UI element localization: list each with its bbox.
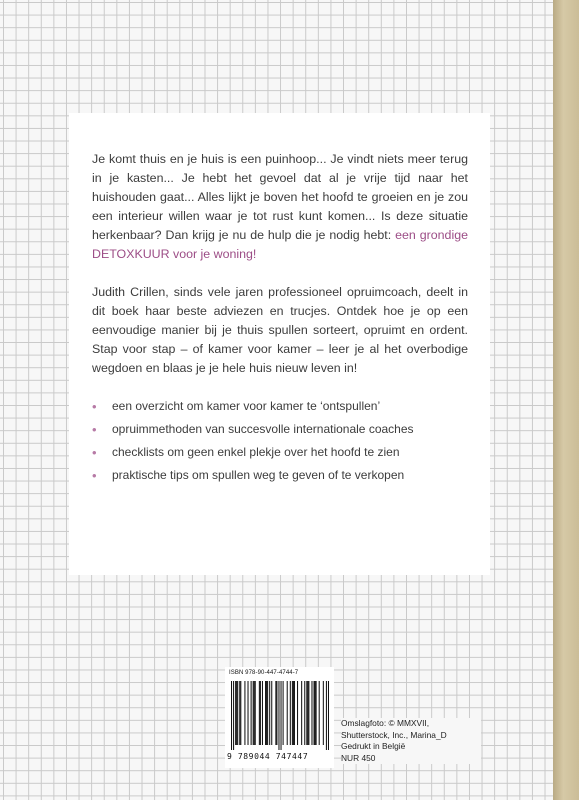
credit-line: Gedrukt in België — [341, 741, 406, 752]
barcode-bar — [262, 681, 263, 745]
barcode-bar — [269, 681, 270, 745]
author-paragraph: Judith Crillen, sinds vele jaren professioneel opruimcoach, deelt in dit boek haar beste adviezen en trucjes. Ontdek hoe je op een eenvoudige manier bij je thuis spullen sorteert, opruimt en ordent. Stap voor stap – of kamer voor kamer – leer je al het overbodige wegdoen en blaas je je hele huis nieuw leven in! — [92, 285, 468, 375]
bullet-icon: • — [92, 422, 97, 437]
list-item-text: een overzicht om kamer voor kamer te ‘ontspullen’ — [112, 399, 381, 413]
barcode-bar — [259, 681, 260, 745]
barcode-bar — [283, 681, 284, 745]
isbn-label: ISBN 978-90-447-4744-7 — [229, 670, 299, 676]
credit-line: Shutterstock, Inc., Marina_D — [341, 729, 447, 740]
barcode-bar — [255, 681, 256, 745]
barcode-bar — [319, 681, 320, 745]
bullet-icon: • — [92, 445, 97, 460]
barcode — [225, 667, 334, 768]
list-item — [92, 466, 468, 485]
barcode-bar — [287, 681, 288, 745]
barcode-bar — [253, 681, 254, 745]
barcode-bar — [235, 681, 236, 745]
barcode-bar — [240, 681, 241, 745]
intro-paragraph — [92, 150, 468, 264]
blurb-panel — [69, 113, 490, 575]
barcode-bar — [326, 681, 327, 750]
list-item-text: opruimmethoden van succesvolle internationale coaches — [112, 422, 414, 436]
credit-line: Omslagfoto: © MMXVII, — [341, 718, 430, 728]
bullet-icon: • — [92, 468, 97, 483]
barcode-bar — [275, 681, 276, 745]
list-item — [92, 443, 468, 462]
barcode-bar — [237, 681, 238, 745]
barcode-bar — [267, 681, 268, 745]
barcode-bar — [281, 681, 282, 750]
barcode-bar — [315, 681, 316, 745]
barcode-bar — [306, 681, 307, 745]
ean-digits: 9 789044 747447 — [227, 752, 309, 761]
spine-edge — [553, 0, 579, 800]
barcode-bar — [266, 681, 267, 745]
barcode-bar — [236, 681, 237, 745]
barcode-bar — [297, 681, 298, 745]
barcode-bar — [292, 681, 293, 745]
list-item — [92, 397, 468, 416]
barcode-bar — [276, 681, 277, 745]
barcode-bar — [233, 681, 234, 750]
credits-block — [341, 718, 481, 764]
feature-list — [92, 397, 468, 485]
barcode-bar — [278, 681, 279, 750]
barcode-bar — [316, 681, 317, 745]
list-item-text: checklists om geen enkel plekje over het hoofd te zien — [112, 445, 400, 459]
barcode-bar — [308, 681, 309, 745]
barcode-bar — [304, 681, 305, 745]
barcode-bars-icon — [231, 681, 329, 750]
barcode-bar — [301, 681, 302, 745]
detox-highlight: een grondige DETOXKUUR voor je woning! — [92, 228, 468, 261]
list-item — [92, 420, 468, 439]
barcode-bar — [271, 681, 272, 745]
barcode-bar — [231, 681, 232, 750]
barcode-bar — [260, 681, 261, 745]
bullet-icon: • — [92, 399, 97, 414]
barcode-bar — [290, 681, 291, 745]
intro-text: Je komt thuis en je huis is een puinhoop... Je vindt niets meer terug in je kasten... Je hebt het gevoel dat al je vrije tijd naar het huishouden gaat... Alles lijkt je boven het hoofd te groeien en je zou een interieur willen waar je tot rust kunt komen... Is deze situatie herkenbaar? Dan krijg je nu de hulp die je nodig hebt: — [92, 152, 468, 242]
barcode-bar — [239, 681, 240, 745]
list-item-text: praktische tips om spullen weg te geven of te verkopen — [112, 468, 405, 482]
barcode-bar — [314, 681, 315, 745]
barcode-bar — [248, 681, 249, 745]
barcode-bar — [307, 681, 308, 745]
credit-line: NUR 450 — [341, 752, 376, 763]
barcode-bar — [265, 681, 266, 745]
barcode-bar — [251, 681, 252, 745]
barcode-bar — [323, 681, 324, 745]
barcode-bar — [311, 681, 312, 745]
barcode-bar — [293, 681, 294, 745]
barcode-bar — [328, 681, 329, 750]
barcode-bar — [244, 681, 245, 745]
barcode-bar — [294, 681, 295, 745]
barcode-bar — [254, 681, 255, 745]
